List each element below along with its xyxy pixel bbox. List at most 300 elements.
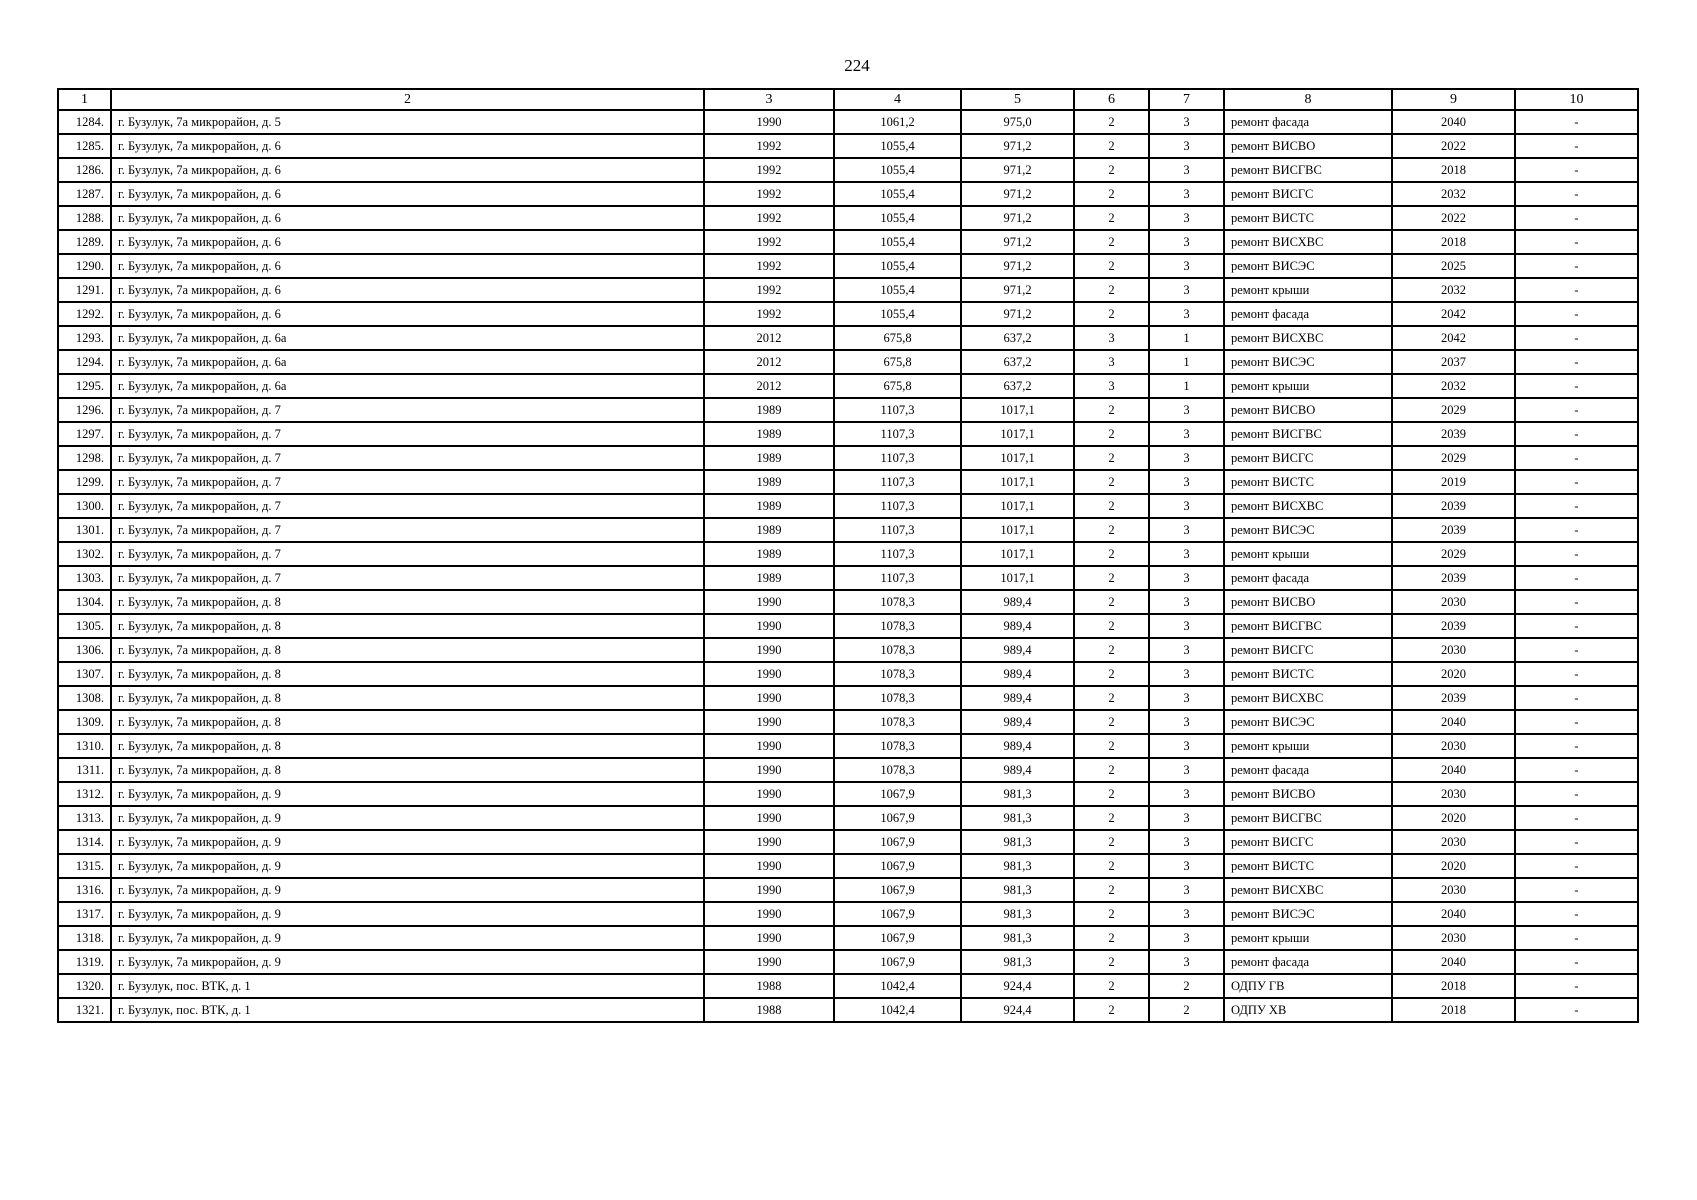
cell-row-number: 1315. bbox=[58, 854, 111, 878]
cell-work-type: ремонт ВИСГС bbox=[1224, 638, 1392, 662]
cell-entrances: 3 bbox=[1149, 758, 1224, 782]
table-row bbox=[58, 902, 1638, 926]
cell-build-year: 1990 bbox=[704, 878, 834, 902]
cell-build-year: 2012 bbox=[704, 374, 834, 398]
cell-total-area: 1042,4 bbox=[834, 974, 961, 998]
cell-living-area: 981,3 bbox=[961, 806, 1074, 830]
cell-total-area: 1078,3 bbox=[834, 710, 961, 734]
cell-living-area: 989,4 bbox=[961, 734, 1074, 758]
cell-floors: 2 bbox=[1074, 134, 1149, 158]
cell-build-year: 1990 bbox=[704, 662, 834, 686]
cell-total-area: 1078,3 bbox=[834, 662, 961, 686]
cell-entrances: 3 bbox=[1149, 542, 1224, 566]
cell-entrances: 3 bbox=[1149, 782, 1224, 806]
cell-work-type: ремонт ВИСЭС bbox=[1224, 350, 1392, 374]
cell-living-area: 981,3 bbox=[961, 830, 1074, 854]
cell-note: - bbox=[1515, 254, 1638, 278]
cell-floors: 2 bbox=[1074, 446, 1149, 470]
cell-address: г. Бузулук, 7а микрорайон, д. 7 bbox=[111, 542, 704, 566]
cell-floors: 3 bbox=[1074, 374, 1149, 398]
cell-address: г. Бузулук, 7а микрорайон, д. 6 bbox=[111, 206, 704, 230]
table-row bbox=[58, 782, 1638, 806]
cell-entrances: 3 bbox=[1149, 446, 1224, 470]
cell-work-type: ремонт фасада bbox=[1224, 758, 1392, 782]
cell-work-type: ремонт ВИСЭС bbox=[1224, 254, 1392, 278]
cell-total-area: 1107,3 bbox=[834, 422, 961, 446]
cell-build-year: 1992 bbox=[704, 158, 834, 182]
cell-note: - bbox=[1515, 830, 1638, 854]
table-row bbox=[58, 350, 1638, 374]
cell-address: г. Бузулук, 7а микрорайон, д. 5 bbox=[111, 110, 704, 134]
cell-entrances: 3 bbox=[1149, 398, 1224, 422]
cell-row-number: 1306. bbox=[58, 638, 111, 662]
cell-work-type: ремонт ВИСХВС bbox=[1224, 326, 1392, 350]
cell-living-area: 971,2 bbox=[961, 134, 1074, 158]
cell-build-year: 1990 bbox=[704, 734, 834, 758]
cell-note: - bbox=[1515, 710, 1638, 734]
cell-floors: 2 bbox=[1074, 398, 1149, 422]
cell-row-number: 1288. bbox=[58, 206, 111, 230]
table-row bbox=[58, 998, 1638, 1022]
cell-living-area: 981,3 bbox=[961, 782, 1074, 806]
cell-address: г. Бузулук, 7а микрорайон, д. 9 bbox=[111, 854, 704, 878]
table-row bbox=[58, 494, 1638, 518]
cell-note: - bbox=[1515, 494, 1638, 518]
cell-note: - bbox=[1515, 974, 1638, 998]
cell-work-type: ремонт фасада bbox=[1224, 950, 1392, 974]
cell-address: г. Бузулук, 7а микрорайон, д. 6 bbox=[111, 302, 704, 326]
cell-living-area: 971,2 bbox=[961, 230, 1074, 254]
cell-floors: 2 bbox=[1074, 518, 1149, 542]
cell-floors: 2 bbox=[1074, 470, 1149, 494]
cell-build-year: 1992 bbox=[704, 254, 834, 278]
cell-total-area: 1107,3 bbox=[834, 542, 961, 566]
cell-floors: 2 bbox=[1074, 974, 1149, 998]
cell-total-area: 1067,9 bbox=[834, 902, 961, 926]
cell-entrances: 2 bbox=[1149, 998, 1224, 1022]
cell-note: - bbox=[1515, 446, 1638, 470]
cell-note: - bbox=[1515, 614, 1638, 638]
cell-total-area: 1055,4 bbox=[834, 206, 961, 230]
cell-address: г. Бузулук, 7а микрорайон, д. 9 bbox=[111, 950, 704, 974]
cell-floors: 2 bbox=[1074, 902, 1149, 926]
table-row bbox=[58, 110, 1638, 134]
cell-note: - bbox=[1515, 686, 1638, 710]
cell-total-area: 675,8 bbox=[834, 350, 961, 374]
cell-note: - bbox=[1515, 422, 1638, 446]
cell-planned-year: 2039 bbox=[1392, 518, 1515, 542]
cell-work-type: ремонт ВИСГВС bbox=[1224, 614, 1392, 638]
cell-address: г. Бузулук, 7а микрорайон, д. 7 bbox=[111, 566, 704, 590]
column-header: 8 bbox=[1224, 89, 1392, 110]
cell-build-year: 1990 bbox=[704, 758, 834, 782]
cell-note: - bbox=[1515, 110, 1638, 134]
cell-row-number: 1294. bbox=[58, 350, 111, 374]
cell-planned-year: 2032 bbox=[1392, 182, 1515, 206]
cell-planned-year: 2020 bbox=[1392, 806, 1515, 830]
table-row bbox=[58, 662, 1638, 686]
cell-note: - bbox=[1515, 926, 1638, 950]
cell-entrances: 3 bbox=[1149, 134, 1224, 158]
cell-build-year: 1989 bbox=[704, 542, 834, 566]
cell-work-type: ремонт ВИСТС bbox=[1224, 854, 1392, 878]
cell-floors: 2 bbox=[1074, 926, 1149, 950]
cell-address: г. Бузулук, 7а микрорайон, д. 9 bbox=[111, 902, 704, 926]
cell-work-type: ремонт ВИСГВС bbox=[1224, 806, 1392, 830]
column-header: 2 bbox=[111, 89, 704, 110]
cell-planned-year: 2025 bbox=[1392, 254, 1515, 278]
cell-total-area: 1107,3 bbox=[834, 566, 961, 590]
cell-total-area: 1107,3 bbox=[834, 470, 961, 494]
cell-address: г. Бузулук, 7а микрорайон, д. 7 bbox=[111, 470, 704, 494]
column-header: 4 bbox=[834, 89, 961, 110]
cell-living-area: 989,4 bbox=[961, 614, 1074, 638]
cell-address: г. Бузулук, 7а микрорайон, д. 8 bbox=[111, 590, 704, 614]
cell-row-number: 1300. bbox=[58, 494, 111, 518]
table-row bbox=[58, 134, 1638, 158]
cell-total-area: 1055,4 bbox=[834, 230, 961, 254]
column-header: 10 bbox=[1515, 89, 1638, 110]
cell-entrances: 1 bbox=[1149, 350, 1224, 374]
table-row bbox=[58, 710, 1638, 734]
cell-note: - bbox=[1515, 566, 1638, 590]
cell-total-area: 1061,2 bbox=[834, 110, 961, 134]
cell-build-year: 1990 bbox=[704, 614, 834, 638]
cell-living-area: 989,4 bbox=[961, 686, 1074, 710]
cell-address: г. Бузулук, 7а микрорайон, д. 7 bbox=[111, 446, 704, 470]
cell-planned-year: 2018 bbox=[1392, 158, 1515, 182]
cell-planned-year: 2019 bbox=[1392, 470, 1515, 494]
cell-address: г. Бузулук, 7а микрорайон, д. 9 bbox=[111, 830, 704, 854]
cell-floors: 2 bbox=[1074, 830, 1149, 854]
cell-work-type: ремонт ВИСВО bbox=[1224, 398, 1392, 422]
column-header: 7 bbox=[1149, 89, 1224, 110]
cell-planned-year: 2042 bbox=[1392, 302, 1515, 326]
table-row bbox=[58, 254, 1638, 278]
cell-work-type: ремонт ВИСГВС bbox=[1224, 158, 1392, 182]
cell-build-year: 1990 bbox=[704, 854, 834, 878]
cell-row-number: 1319. bbox=[58, 950, 111, 974]
cell-floors: 2 bbox=[1074, 590, 1149, 614]
cell-planned-year: 2040 bbox=[1392, 758, 1515, 782]
cell-total-area: 1055,4 bbox=[834, 134, 961, 158]
cell-entrances: 3 bbox=[1149, 662, 1224, 686]
table-row bbox=[58, 398, 1638, 422]
cell-address: г. Бузулук, 7а микрорайон, д. 6а bbox=[111, 326, 704, 350]
table-row bbox=[58, 206, 1638, 230]
cell-note: - bbox=[1515, 518, 1638, 542]
cell-floors: 2 bbox=[1074, 782, 1149, 806]
cell-work-type: ремонт крыши bbox=[1224, 278, 1392, 302]
cell-note: - bbox=[1515, 758, 1638, 782]
cell-living-area: 981,3 bbox=[961, 926, 1074, 950]
cell-note: - bbox=[1515, 638, 1638, 662]
cell-row-number: 1303. bbox=[58, 566, 111, 590]
cell-floors: 2 bbox=[1074, 230, 1149, 254]
cell-total-area: 1067,9 bbox=[834, 926, 961, 950]
cell-build-year: 1990 bbox=[704, 110, 834, 134]
cell-total-area: 1067,9 bbox=[834, 854, 961, 878]
table-row bbox=[58, 974, 1638, 998]
cell-address: г. Бузулук, 7а микрорайон, д. 8 bbox=[111, 686, 704, 710]
cell-build-year: 1990 bbox=[704, 590, 834, 614]
cell-build-year: 1990 bbox=[704, 902, 834, 926]
cell-row-number: 1313. bbox=[58, 806, 111, 830]
column-header: 5 bbox=[961, 89, 1074, 110]
cell-address: г. Бузулук, пос. ВТК, д. 1 bbox=[111, 998, 704, 1022]
cell-entrances: 3 bbox=[1149, 830, 1224, 854]
cell-address: г. Бузулук, 7а микрорайон, д. 9 bbox=[111, 806, 704, 830]
cell-planned-year: 2029 bbox=[1392, 446, 1515, 470]
cell-planned-year: 2040 bbox=[1392, 710, 1515, 734]
cell-planned-year: 2030 bbox=[1392, 830, 1515, 854]
cell-floors: 2 bbox=[1074, 998, 1149, 1022]
cell-address: г. Бузулук, 7а микрорайон, д. 8 bbox=[111, 614, 704, 638]
cell-total-area: 1055,4 bbox=[834, 278, 961, 302]
cell-floors: 2 bbox=[1074, 302, 1149, 326]
cell-entrances: 3 bbox=[1149, 230, 1224, 254]
cell-entrances: 3 bbox=[1149, 110, 1224, 134]
cell-planned-year: 2020 bbox=[1392, 662, 1515, 686]
cell-address: г. Бузулук, 7а микрорайон, д. 8 bbox=[111, 758, 704, 782]
cell-floors: 2 bbox=[1074, 494, 1149, 518]
cell-note: - bbox=[1515, 470, 1638, 494]
cell-planned-year: 2040 bbox=[1392, 902, 1515, 926]
cell-note: - bbox=[1515, 278, 1638, 302]
table-row bbox=[58, 230, 1638, 254]
table-row bbox=[58, 278, 1638, 302]
repair-schedule-table bbox=[57, 88, 1639, 1023]
cell-planned-year: 2032 bbox=[1392, 278, 1515, 302]
cell-living-area: 989,4 bbox=[961, 758, 1074, 782]
cell-address: г. Бузулук, 7а микрорайон, д. 8 bbox=[111, 710, 704, 734]
cell-living-area: 1017,1 bbox=[961, 518, 1074, 542]
cell-entrances: 3 bbox=[1149, 710, 1224, 734]
cell-row-number: 1301. bbox=[58, 518, 111, 542]
cell-row-number: 1286. bbox=[58, 158, 111, 182]
cell-row-number: 1295. bbox=[58, 374, 111, 398]
table-row bbox=[58, 614, 1638, 638]
table-row bbox=[58, 470, 1638, 494]
cell-total-area: 1107,3 bbox=[834, 446, 961, 470]
cell-note: - bbox=[1515, 590, 1638, 614]
cell-row-number: 1304. bbox=[58, 590, 111, 614]
cell-address: г. Бузулук, 7а микрорайон, д. 7 bbox=[111, 422, 704, 446]
cell-living-area: 981,3 bbox=[961, 878, 1074, 902]
cell-row-number: 1320. bbox=[58, 974, 111, 998]
cell-note: - bbox=[1515, 878, 1638, 902]
cell-floors: 2 bbox=[1074, 542, 1149, 566]
table-row bbox=[58, 854, 1638, 878]
cell-note: - bbox=[1515, 902, 1638, 926]
cell-planned-year: 2029 bbox=[1392, 542, 1515, 566]
cell-floors: 2 bbox=[1074, 878, 1149, 902]
cell-row-number: 1308. bbox=[58, 686, 111, 710]
cell-floors: 2 bbox=[1074, 254, 1149, 278]
cell-address: г. Бузулук, 7а микрорайон, д. 9 bbox=[111, 782, 704, 806]
cell-planned-year: 2040 bbox=[1392, 950, 1515, 974]
cell-total-area: 1078,3 bbox=[834, 758, 961, 782]
cell-entrances: 3 bbox=[1149, 254, 1224, 278]
cell-planned-year: 2039 bbox=[1392, 494, 1515, 518]
cell-note: - bbox=[1515, 542, 1638, 566]
cell-planned-year: 2018 bbox=[1392, 230, 1515, 254]
cell-work-type: ремонт ВИСВО bbox=[1224, 134, 1392, 158]
cell-work-type: ремонт ВИСЭС bbox=[1224, 902, 1392, 926]
cell-build-year: 1992 bbox=[704, 182, 834, 206]
cell-note: - bbox=[1515, 998, 1638, 1022]
cell-floors: 2 bbox=[1074, 806, 1149, 830]
cell-entrances: 3 bbox=[1149, 278, 1224, 302]
cell-row-number: 1316. bbox=[58, 878, 111, 902]
cell-work-type: ОДПУ ХВ bbox=[1224, 998, 1392, 1022]
cell-address: г. Бузулук, пос. ВТК, д. 1 bbox=[111, 974, 704, 998]
cell-total-area: 1107,3 bbox=[834, 398, 961, 422]
cell-planned-year: 2029 bbox=[1392, 398, 1515, 422]
cell-work-type: ремонт ВИСГС bbox=[1224, 830, 1392, 854]
cell-row-number: 1289. bbox=[58, 230, 111, 254]
cell-entrances: 3 bbox=[1149, 878, 1224, 902]
cell-entrances: 3 bbox=[1149, 158, 1224, 182]
cell-planned-year: 2040 bbox=[1392, 110, 1515, 134]
cell-entrances: 3 bbox=[1149, 614, 1224, 638]
column-number-row bbox=[58, 89, 1638, 110]
cell-address: г. Бузулук, 7а микрорайон, д. 7 bbox=[111, 494, 704, 518]
cell-living-area: 1017,1 bbox=[961, 470, 1074, 494]
cell-living-area: 924,4 bbox=[961, 998, 1074, 1022]
cell-planned-year: 2018 bbox=[1392, 974, 1515, 998]
cell-entrances: 2 bbox=[1149, 974, 1224, 998]
table-row bbox=[58, 878, 1638, 902]
cell-build-year: 2012 bbox=[704, 326, 834, 350]
cell-row-number: 1296. bbox=[58, 398, 111, 422]
cell-work-type: ремонт фасада bbox=[1224, 110, 1392, 134]
cell-floors: 3 bbox=[1074, 350, 1149, 374]
cell-build-year: 1990 bbox=[704, 686, 834, 710]
cell-row-number: 1307. bbox=[58, 662, 111, 686]
table-row bbox=[58, 590, 1638, 614]
cell-entrances: 3 bbox=[1149, 494, 1224, 518]
cell-row-number: 1311. bbox=[58, 758, 111, 782]
table-row bbox=[58, 686, 1638, 710]
table-row bbox=[58, 758, 1638, 782]
table-body bbox=[58, 110, 1638, 1022]
cell-row-number: 1290. bbox=[58, 254, 111, 278]
cell-living-area: 989,4 bbox=[961, 710, 1074, 734]
cell-entrances: 3 bbox=[1149, 734, 1224, 758]
cell-note: - bbox=[1515, 182, 1638, 206]
cell-work-type: ремонт крыши bbox=[1224, 542, 1392, 566]
cell-build-year: 1989 bbox=[704, 494, 834, 518]
cell-address: г. Бузулук, 7а микрорайон, д. 8 bbox=[111, 734, 704, 758]
cell-note: - bbox=[1515, 950, 1638, 974]
cell-total-area: 1067,9 bbox=[834, 830, 961, 854]
cell-note: - bbox=[1515, 854, 1638, 878]
table-row bbox=[58, 302, 1638, 326]
cell-living-area: 971,2 bbox=[961, 254, 1074, 278]
cell-address: г. Бузулук, 7а микрорайон, д. 6 bbox=[111, 230, 704, 254]
cell-total-area: 1067,9 bbox=[834, 878, 961, 902]
cell-living-area: 971,2 bbox=[961, 182, 1074, 206]
cell-planned-year: 2032 bbox=[1392, 374, 1515, 398]
cell-note: - bbox=[1515, 302, 1638, 326]
cell-total-area: 675,8 bbox=[834, 374, 961, 398]
cell-note: - bbox=[1515, 326, 1638, 350]
cell-build-year: 1992 bbox=[704, 206, 834, 230]
cell-entrances: 1 bbox=[1149, 326, 1224, 350]
cell-row-number: 1321. bbox=[58, 998, 111, 1022]
cell-entrances: 3 bbox=[1149, 926, 1224, 950]
cell-planned-year: 2030 bbox=[1392, 878, 1515, 902]
cell-row-number: 1318. bbox=[58, 926, 111, 950]
cell-work-type: ОДПУ ГВ bbox=[1224, 974, 1392, 998]
cell-row-number: 1298. bbox=[58, 446, 111, 470]
cell-living-area: 989,4 bbox=[961, 662, 1074, 686]
cell-address: г. Бузулук, 7а микрорайон, д. 6 bbox=[111, 182, 704, 206]
cell-work-type: ремонт ВИСЭС bbox=[1224, 518, 1392, 542]
cell-note: - bbox=[1515, 374, 1638, 398]
cell-total-area: 1055,4 bbox=[834, 182, 961, 206]
table-row bbox=[58, 638, 1638, 662]
cell-work-type: ремонт ВИСВО bbox=[1224, 782, 1392, 806]
cell-floors: 2 bbox=[1074, 566, 1149, 590]
cell-total-area: 1078,3 bbox=[834, 686, 961, 710]
cell-work-type: ремонт ВИСХВС bbox=[1224, 230, 1392, 254]
cell-row-number: 1305. bbox=[58, 614, 111, 638]
cell-address: г. Бузулук, 7а микрорайон, д. 9 bbox=[111, 926, 704, 950]
cell-note: - bbox=[1515, 350, 1638, 374]
cell-entrances: 3 bbox=[1149, 950, 1224, 974]
cell-entrances: 3 bbox=[1149, 470, 1224, 494]
cell-build-year: 1990 bbox=[704, 782, 834, 806]
cell-work-type: ремонт фасада bbox=[1224, 302, 1392, 326]
cell-note: - bbox=[1515, 230, 1638, 254]
cell-floors: 2 bbox=[1074, 206, 1149, 230]
cell-build-year: 1990 bbox=[704, 710, 834, 734]
cell-build-year: 1989 bbox=[704, 518, 834, 542]
cell-work-type: ремонт ВИСХВС bbox=[1224, 878, 1392, 902]
cell-work-type: ремонт ВИСЭС bbox=[1224, 710, 1392, 734]
cell-floors: 2 bbox=[1074, 422, 1149, 446]
cell-total-area: 1078,3 bbox=[834, 614, 961, 638]
table-row bbox=[58, 950, 1638, 974]
cell-row-number: 1297. bbox=[58, 422, 111, 446]
cell-row-number: 1291. bbox=[58, 278, 111, 302]
cell-living-area: 637,2 bbox=[961, 326, 1074, 350]
column-header: 6 bbox=[1074, 89, 1149, 110]
cell-floors: 2 bbox=[1074, 710, 1149, 734]
cell-entrances: 1 bbox=[1149, 374, 1224, 398]
cell-build-year: 1988 bbox=[704, 998, 834, 1022]
cell-planned-year: 2030 bbox=[1392, 926, 1515, 950]
cell-row-number: 1293. bbox=[58, 326, 111, 350]
table-row bbox=[58, 326, 1638, 350]
cell-planned-year: 2037 bbox=[1392, 350, 1515, 374]
cell-total-area: 1055,4 bbox=[834, 302, 961, 326]
cell-living-area: 971,2 bbox=[961, 158, 1074, 182]
table-row bbox=[58, 374, 1638, 398]
cell-total-area: 1107,3 bbox=[834, 518, 961, 542]
cell-work-type: ремонт ВИСГВС bbox=[1224, 422, 1392, 446]
cell-build-year: 1989 bbox=[704, 470, 834, 494]
cell-planned-year: 2022 bbox=[1392, 206, 1515, 230]
cell-entrances: 3 bbox=[1149, 206, 1224, 230]
cell-work-type: ремонт крыши bbox=[1224, 734, 1392, 758]
cell-entrances: 3 bbox=[1149, 518, 1224, 542]
cell-total-area: 675,8 bbox=[834, 326, 961, 350]
cell-note: - bbox=[1515, 206, 1638, 230]
cell-note: - bbox=[1515, 398, 1638, 422]
